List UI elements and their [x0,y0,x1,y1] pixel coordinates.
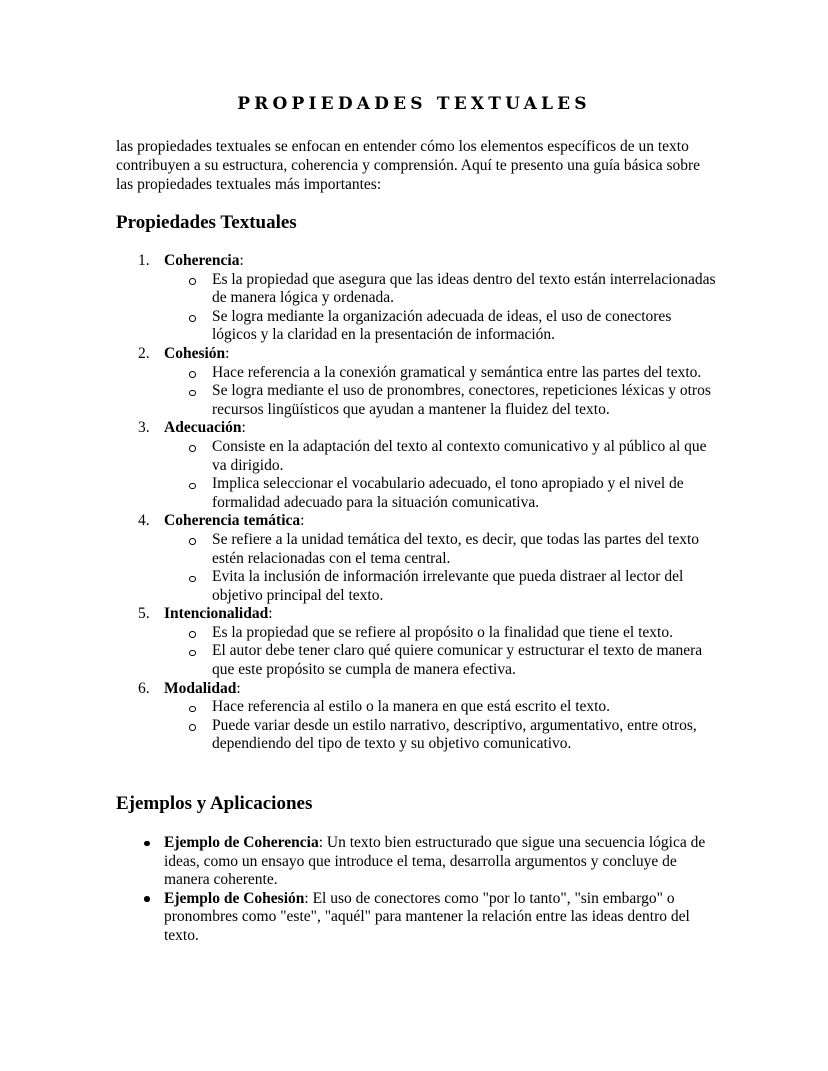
example-label: Ejemplo de Cohesión [164,889,305,907]
property-item: 2. Cohesión: Hace referencia a la conexión gramatical y semántica entre las partes del texto. Se logra mediante el uso de pronombres, conectores, repeticiones léxicas y otros recursos lingüísticos que ayudan a mantener la fluidez del texto. [116,345,716,419]
subpoint [164,271,716,308]
subpoint [164,364,716,383]
subpoint-text: Evita la inclusión de información irrelevante que pueda distraer al lector del objetivo principal del texto. [212,568,684,604]
subpoint [164,642,716,679]
property-name: Coherencia [164,252,240,269]
subpoint [164,438,716,475]
properties-list [116,252,716,754]
subpoint-list [164,531,716,605]
example-item: Ejemplo de Cohesión: El uso de conectores como "por lo tanto", "sin embargo" o pronombres como "este", "aquél" para mantener la relación entre las ideas dentro del texto. [116,890,716,946]
subpoint-list [164,271,716,345]
property-number: 2. [138,344,150,362]
document-title: PROPIEDADES TEXTUALES [237,94,591,114]
subpoint-text: Implica seleccionar el vocabulario adecuado, el tono apropiado y el nivel de formalidad adecuado para la situación comunicativa. [212,475,684,511]
subpoint-list [164,624,716,680]
subpoint [164,531,716,568]
example-text: Un texto bien estructurado que sigue una secuencia lógica de ideas, como un ensayo que introduce el tema, desarrolla argumentos y concluye de manera coherente. [164,834,706,889]
circle-bullet-icon [189,631,196,638]
property-item: 1. Coherencia: Es la propiedad que asegura que las ideas dentro del texto están interrelacionadas de manera lógica y ordenada. Se logra mediante la organización adecuada de ideas, el uso de conectores lógicos y la claridad en la presentación de información. [138,252,716,344]
property-number: 4. [138,512,150,530]
property-name: Adecuación [164,419,242,437]
property-name: Cohesión [164,344,226,362]
property-number: 5. [138,605,150,623]
subpoint-text: Se refiere a la unidad temática del texto, es decir, que todas las partes del texto estén relacionadas con el tema central. [212,530,700,567]
circle-bullet-icon [189,315,196,322]
property-name: Modalidad [164,679,237,697]
subpoint-text: Puede variar desde un estilo narrativo, descriptivo, argumentativo, entre otros, dependiendo del tipo de texto y su objetivo comunicativo. [212,716,697,753]
property-item: 6. Modalidad: Hace referencia al estilo o la manera en que está escrito el texto. Puede variar desde un estilo narrativo, descriptivo, argumentativo, entre otros, dependiendo del tipo de texto y su objetivo comunicativo. [116,680,716,754]
subpoint-text: Consiste en la adaptación del texto al contexto comunicativo y al público al que va dirigido. [212,437,707,474]
subpoint-list [164,438,716,512]
intro-paragraph: las propiedades textuales se enfocan en entender cómo los elementos específicos de un texto contribuyen a su estructura, coherencia y comprensión. Aquí te presento una guía básica sobre las propiedades textuales más importantes: [116,138,701,193]
circle-bullet-icon [189,706,196,713]
section-heading-examples: Ejemplos y Aplicaciones [116,793,313,814]
property-number: 3. [138,419,150,437]
subpoint-text: Hace referencia a la conexión gramatical y semántica entre las partes del texto. [212,363,702,381]
subpoint-text: Se logra mediante la organización adecuada de ideas, el uso de conectores lógicos y la claridad en la presentación de información. [212,307,672,344]
circle-bullet-icon [189,371,196,378]
examples-list [116,834,716,946]
example-text: El uso de conectores como "por lo tanto", "sin embargo" o pronombres como "este", "aquél" para mantener la relación entre las ideas dentro del texto. [164,889,690,944]
bullet-dot-icon [144,841,150,847]
property-number: 6. [138,679,150,697]
bullet-dot-icon [144,896,150,902]
circle-bullet-icon [189,538,196,545]
property-item: 4. Coherencia temática: Se refiere a la unidad temática del texto, es decir, que todas las partes del texto estén relacionadas con el tema central. Evita la inclusión de información irrelevante que pueda distraer al lector del objetivo principal del texto. [116,512,716,605]
subpoint-text: Es la propiedad que se refiere al propósito o la finalidad que tiene el texto. [212,623,673,641]
subpoint-text: Se logra mediante el uso de pronombres, conectores, repeticiones léxicas y otros recursos lingüísticos que ayudan a mantener la fluidez del texto. [212,382,711,418]
circle-bullet-icon [189,576,196,583]
section-heading-properties: Propiedades Textuales [116,212,297,233]
circle-bullet-icon [189,278,196,285]
subpoint-text: Hace referencia al estilo o la manera en que está escrito el texto. [212,698,611,716]
circle-bullet-icon [189,650,196,657]
property-name: Coherencia temática [164,512,301,530]
subpoint [164,308,716,345]
subpoint-list [164,364,716,420]
subpoint [164,717,716,754]
subpoint-text: Es la propiedad que asegura que las ideas dentro del texto están interrelacionadas de manera lógica y ordenada. [212,270,716,307]
circle-bullet-icon [189,724,196,731]
circle-bullet-icon [189,390,196,397]
subpoint [164,568,716,605]
circle-bullet-icon [189,445,196,452]
circle-bullet-icon [189,483,196,490]
property-item: 5. Intencionalidad: Es la propiedad que se refiere al propósito o la finalidad que tiene el texto. El autor debe tener claro qué quiere comunicar y estructurar el texto de manera que este propósito se cumpla de manera efectiva. [116,605,716,679]
property-number: 1. [138,252,150,269]
subpoint [164,475,716,512]
subpoint [164,698,716,717]
subpoint-text: El autor debe tener claro qué quiere comunicar y estructurar el texto de manera que este propósito se cumpla de manera efectiva. [212,642,703,679]
example-item: Ejemplo de Coherencia: Un texto bien estructurado que sigue una secuencia lógica de ideas, como un ensayo que introduce el tema, desarrolla argumentos y concluye de manera coherente. [116,834,716,890]
property-item: 3. Adecuación: Consiste en la adaptación del texto al contexto comunicativo y al público al que va dirigido. Implica seleccionar el vocabulario adecuado, el tono apropiado y el nivel de formalidad adecuado para la situación comunicativa. [116,419,716,512]
property-name: Intencionalidad [164,605,269,623]
subpoint [164,624,716,643]
example-label: Ejemplo de Coherencia [164,834,319,851]
subpoint-list [164,698,716,754]
subpoint [164,382,716,419]
